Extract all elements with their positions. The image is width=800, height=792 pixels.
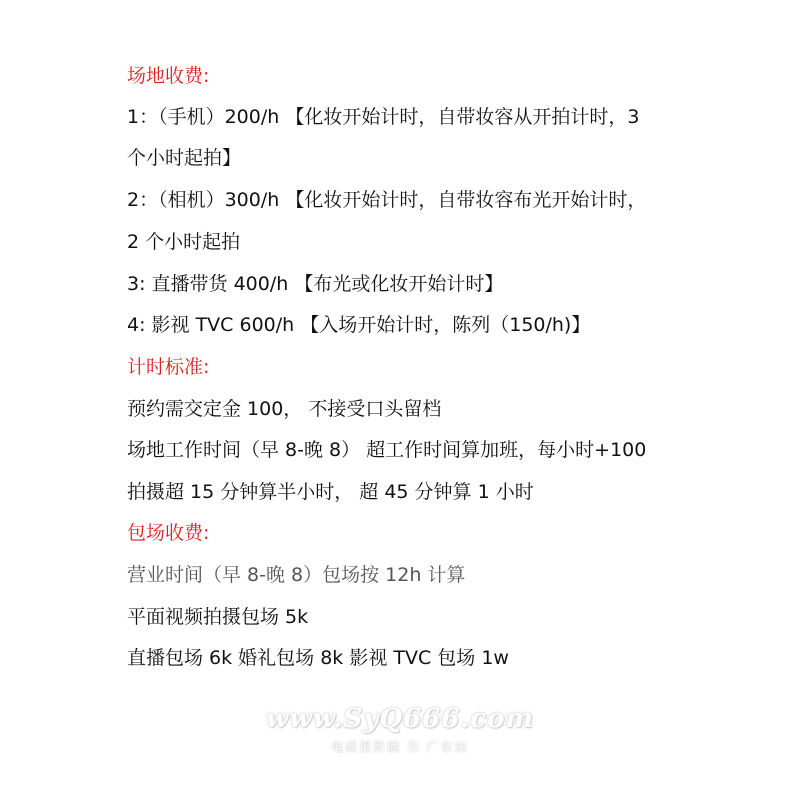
package-line-3: 直播包场 6k 婚礼包场 8k 影视 TVC 包场 1w [127,647,509,669]
timing-line-1: 预约需交定金 100， 不接受口头留档 [127,398,442,420]
watermark-tagline: 电商摄影圈 ⓠ 广东站 [331,740,469,754]
venue-fee-line-2-cont: 2 个小时起拍 [127,231,241,253]
timing-heading: 计时标准: [127,356,210,378]
watermark-site: www.SyQ666.com [265,704,535,734]
venue-fee-line-4: 4: 影视 TVC 600/h 【入场开始计时，陈列（150/h)】 [127,314,591,336]
package-line-2: 平面视频拍摄包场 5k [127,606,309,628]
package-line-1: 营业时间（早 8-晚 8）包场按 12h 计算 [127,564,466,586]
venue-fees-heading: 场地收费: [127,65,210,87]
venue-fee-line-1-cont: 个小时起拍】 [127,147,242,169]
venue-fee-line-2: 2：（相机）300/h 【化妆开始计时，自带妆容布光开始计时， [127,189,647,211]
venue-fee-line-3: 3: 直播带货 400/h 【布光或化妆开始计时】 [127,273,504,295]
package-heading: 包场收费: [127,522,210,544]
timing-line-3: 拍摄超 15 分钟算半小时， 超 45 分钟算 1 小时 [127,481,534,503]
venue-fee-line-1: 1：（手机）200/h 【化妆开始计时，自带妆容从开拍计时，3 [127,106,640,128]
timing-line-2: 场地工作时间（早 8-晚 8） 超工作时间算加班，每小时+100 [127,439,647,461]
